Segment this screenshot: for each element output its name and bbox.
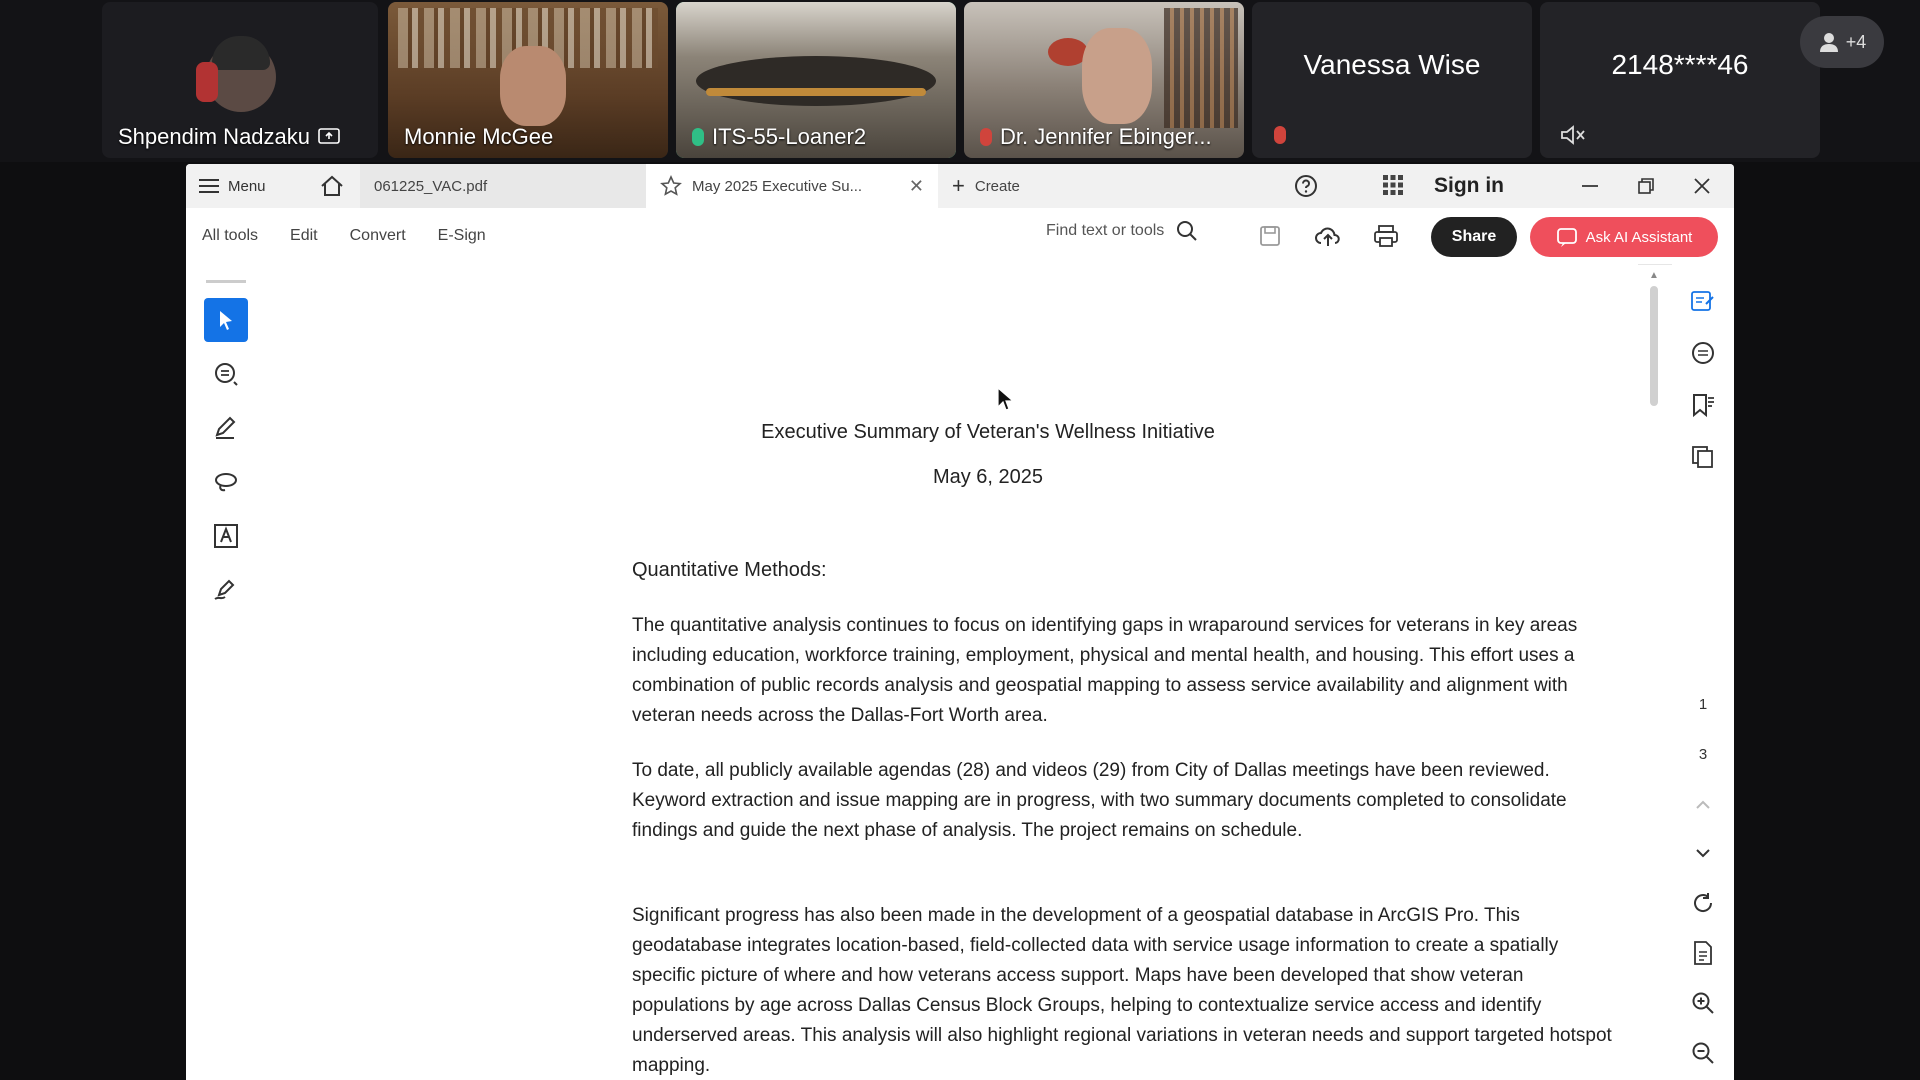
close-tab-icon[interactable]: ✕ <box>908 175 924 196</box>
current-page-number[interactable]: 1 <box>1698 696 1708 713</box>
print-button[interactable] <box>1372 222 1400 250</box>
main-toolbar <box>186 208 1734 265</box>
menu-label: Menu <box>228 177 266 195</box>
hamburger-icon <box>198 178 220 194</box>
create-tab-button[interactable] <box>938 164 1068 208</box>
search-icon <box>1176 220 1198 242</box>
participant-tile[interactable] <box>102 2 378 158</box>
draw-tool-button[interactable] <box>204 460 248 504</box>
text-tool-button[interactable] <box>204 514 248 558</box>
sign-in-button[interactable]: Sign in <box>1434 174 1504 197</box>
participant-name: 2148****46 <box>1611 49 1749 80</box>
zoom-in-icon <box>1691 991 1715 1015</box>
lasso-icon <box>213 469 239 495</box>
previous-page-button[interactable] <box>1688 790 1718 820</box>
title-bar <box>186 164 1734 208</box>
pages-button[interactable] <box>1688 442 1718 472</box>
menu-button[interactable] <box>186 164 314 208</box>
document-scrollbar[interactable] <box>1648 270 1660 1076</box>
ai-assistant-label: Ask AI Assistant <box>1585 228 1693 246</box>
rail-divider <box>206 280 246 283</box>
find-tools-search[interactable] <box>1046 220 1198 242</box>
ai-summary-button[interactable] <box>1688 286 1718 316</box>
more-participants-button[interactable] <box>1800 16 1884 68</box>
bookmark-icon <box>1690 392 1716 418</box>
all-tools-menu[interactable]: All tools <box>202 227 259 244</box>
restore-icon <box>1636 176 1656 196</box>
highlight-tool-button[interactable] <box>204 406 248 450</box>
left-tool-rail <box>186 264 338 1080</box>
bookmarks-button[interactable] <box>1688 390 1718 420</box>
home-icon <box>320 175 344 197</box>
signature-pen-icon <box>213 577 239 603</box>
convert-menu[interactable]: Convert <box>349 227 406 244</box>
participant-tile[interactable] <box>964 2 1244 158</box>
text-box-icon <box>213 523 239 549</box>
pencil-icon <box>213 415 239 441</box>
cloud-upload-icon <box>1314 224 1342 248</box>
zoom-in-button[interactable] <box>1688 988 1718 1018</box>
pdf-viewer-window <box>186 164 1734 1080</box>
upload-cloud-button[interactable] <box>1314 222 1342 250</box>
participant-name: Dr. Jennifer Ebinger... <box>1000 124 1212 149</box>
plus-icon: + <box>952 173 965 198</box>
zoom-out-button[interactable] <box>1688 1038 1718 1068</box>
comment-tool-button[interactable] <box>204 352 248 396</box>
document-page[interactable] <box>338 264 1638 1080</box>
participant-name: Vanessa Wise <box>1303 49 1481 80</box>
mic-muted-icon <box>980 128 992 146</box>
section-heading: Quantitative Methods: <box>632 559 827 581</box>
rotate-button[interactable] <box>1688 888 1718 918</box>
scroll-thumb[interactable] <box>1650 286 1658 406</box>
participant-strip <box>0 0 1920 162</box>
zoom-out-icon <box>1691 1041 1715 1065</box>
comments-panel-button[interactable] <box>1688 338 1718 368</box>
tab-label: 061225_VAC.pdf <box>374 177 488 195</box>
pointer-arrow-icon <box>216 309 236 331</box>
participant-avatar <box>206 42 276 112</box>
chevron-down-icon <box>1694 847 1712 859</box>
person-icon <box>1818 31 1840 53</box>
mouse-cursor-icon <box>996 386 1014 412</box>
paragraph: Significant progress has also been made in the development of a geospatial database in ArcGIS Pro. This geodatabase integrates location-based, field-collected data with service usage information to create a spatially specific picture of where and how veterans access support. Maps have been developed that show veteran populations by age across Dallas Census Block Groups, helping to contextualize service access and identify underserved areas. This analysis will also highlight regional variations in veteran needs and support targeted hotspot mapping. <box>632 905 1612 1076</box>
select-tool-button[interactable] <box>204 298 248 342</box>
minimize-button[interactable] <box>1570 164 1610 208</box>
person-silhouette <box>1082 28 1152 124</box>
ai-assistant-icon <box>1556 226 1578 248</box>
scroll-up-icon[interactable]: ▲ <box>1649 270 1659 281</box>
comment-icon <box>1690 340 1716 366</box>
mic-active-icon <box>692 128 704 146</box>
refresh-icon <box>1691 891 1715 915</box>
comment-icon <box>213 361 239 387</box>
help-icon <box>1294 174 1318 198</box>
tab-label: May 2025 Executive Su... <box>692 177 863 195</box>
share-button[interactable]: Share <box>1431 217 1517 257</box>
speaker-muted-icon <box>1560 124 1586 146</box>
restore-button[interactable] <box>1626 164 1666 208</box>
help-button[interactable] <box>1294 174 1318 202</box>
participant-tile[interactable] <box>1252 2 1532 158</box>
participant-name: Monnie McGee <box>404 124 554 149</box>
total-pages: 3 <box>1698 746 1708 763</box>
find-placeholder: Find text or tools <box>1046 222 1165 239</box>
ai-assistant-button[interactable] <box>1530 217 1718 257</box>
document-title: Executive Summary of Veteran's Wellness Initiative <box>761 421 1215 443</box>
edit-menu[interactable]: Edit <box>290 227 318 244</box>
paragraph: To date, all publicly available agendas (28) and videos (29) from City of Dallas meetings have been reviewed. Keyword extraction and issue mapping are in progress, with two summary documents completed to consolidate findings and guide the next phase of analysis. The project remains on schedule. <box>632 760 1567 841</box>
chevron-up-icon <box>1694 799 1712 811</box>
tab-executive-summary[interactable] <box>646 164 938 208</box>
participant-tile-active-speaker[interactable] <box>676 2 956 158</box>
participant-tile[interactable] <box>388 2 668 158</box>
home-button[interactable] <box>314 164 360 208</box>
next-page-button[interactable] <box>1688 838 1718 868</box>
person-silhouette <box>500 46 566 126</box>
tab-file-061225[interactable] <box>360 164 646 208</box>
edit-document-icon <box>1690 288 1716 314</box>
minimize-icon <box>1580 176 1600 196</box>
sign-tool-button[interactable] <box>204 568 248 612</box>
page-display-button[interactable] <box>1688 938 1718 968</box>
star-icon[interactable] <box>660 175 682 197</box>
printer-icon <box>1373 224 1399 248</box>
paragraph: The quantitative analysis continues to focus on identifying gaps in wraparound services for veterans in key areas including education, workforce training, employment, physical and mental health, and housing. This effort uses a combination of public records analysis and geospatial mapping to assess service availability and alignment with veteran needs across the Dallas-Fort Worth area. <box>632 615 1578 726</box>
participant-tile[interactable] <box>1540 2 1820 158</box>
copy-pages-icon <box>1690 444 1716 470</box>
screen-share-icon <box>318 128 340 146</box>
apps-button[interactable] <box>1382 174 1404 200</box>
participant-name: ITS-55-Loaner2 <box>712 124 867 149</box>
save-icon <box>1259 225 1281 247</box>
document-date: May 6, 2025 <box>932 466 1044 488</box>
close-window-button[interactable] <box>1682 164 1722 208</box>
right-side-rail <box>1672 264 1734 1080</box>
close-icon <box>1692 176 1712 196</box>
create-label: Create <box>974 177 1020 195</box>
participant-name: Shpendim Nadzaku <box>118 124 311 149</box>
document-icon <box>1692 940 1714 966</box>
more-participants-count: +4 <box>1845 31 1867 52</box>
mic-muted-icon <box>1274 126 1286 144</box>
save-button[interactable] <box>1256 222 1284 250</box>
esign-menu[interactable]: E-Sign <box>437 227 486 244</box>
apps-grid-icon <box>1382 174 1404 196</box>
